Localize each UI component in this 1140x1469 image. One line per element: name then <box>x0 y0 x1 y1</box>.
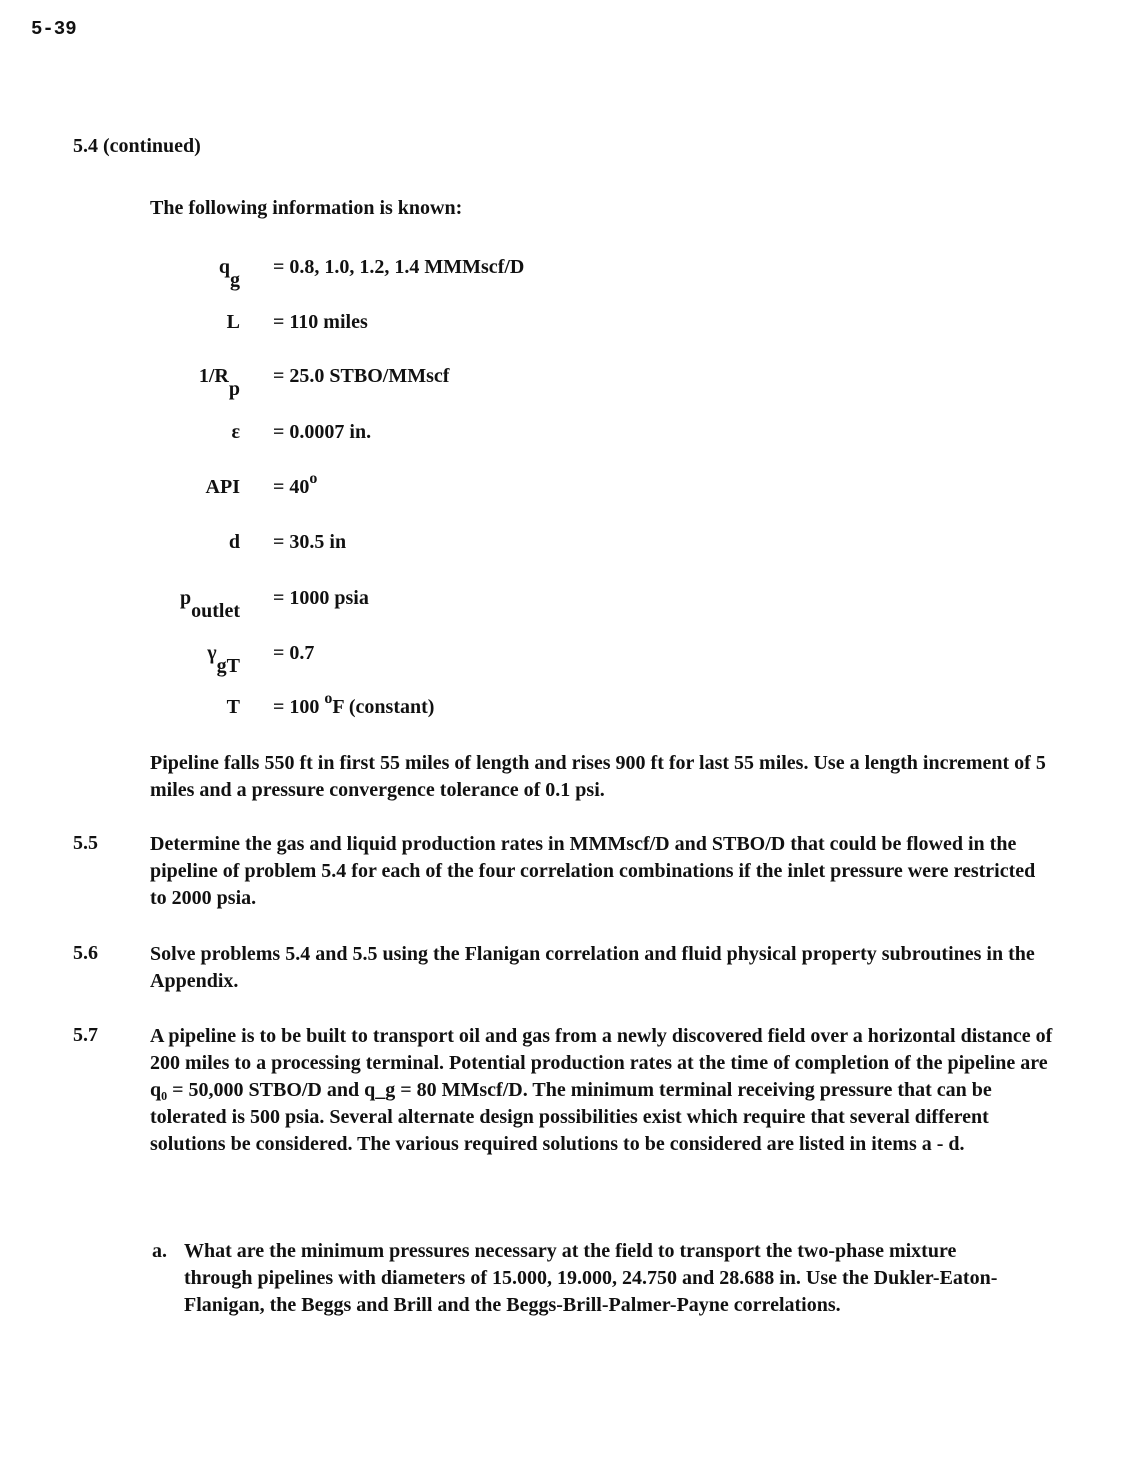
problem-text: Solve problems 5.4 and 5.5 using the Flanigan correlation and fluid physical property subroutines in the Appendix. <box>150 943 1035 992</box>
item-text: What are the minimum pressures necessary at the field to transport the two-phase mixture through pipelines with diameters of 15.000, 19.000, 24.750 and 28.688 in. Use the Dukler-Eaton-Flanigan, the Beggs and Brill and the Beggs-Brill-Palmer-Payne correlations. <box>184 1240 998 1316</box>
given-lhs: d <box>228 531 240 553</box>
given-rhs: = 0.0007 in. <box>273 421 372 443</box>
given-lhs: ε <box>231 421 240 443</box>
given-lhs: q <box>218 256 230 278</box>
given-rhs-tail: F (constant) <box>332 696 435 718</box>
given-rhs: = 30.5 in <box>273 531 347 553</box>
given-lhs: API <box>205 476 240 498</box>
section-heading: 5.4 (continued) <box>73 135 201 157</box>
given-lhs: p <box>179 587 192 609</box>
problem-number: 5.6 <box>73 942 98 964</box>
given-lhs-sub: g <box>230 269 240 291</box>
given-rhs: = 100 <box>273 696 320 718</box>
problem-text: Determine the gas and liquid production rates in MMMscf/D and STBO/D that could be flowed in the pipeline of problem 5.4 for each of the four correlation combinations if the inlet pressure were restricted to 2000 psia. <box>150 833 1036 909</box>
given-rhs: = 1000 psia <box>273 587 369 609</box>
given-rhs: = 25.0 STBO/MMscf <box>273 365 450 387</box>
given-rhs: = 110 miles <box>273 311 368 333</box>
given-lhs-sub: outlet <box>191 600 240 622</box>
given-rhs: = 40 <box>273 476 310 498</box>
page-number: 5-39 <box>31 18 77 40</box>
item-letter: a. <box>152 1240 167 1262</box>
problem-text: A pipeline is to be built to transport oil and gas from a newly discovered field over a horizontal distance of 200 miles to a processing terminal. Potential production rates at the time of completion of the pipeline are q₀ = 50,000 STBO/D and q_g = 80 MMscf/D. The minimum terminal receiving pressure that can be tolerated is 500 psia. Several alternate design possibilities exist which require that several different solutions be considered. The various required solutions to be considered are listed in items a - d. <box>150 1025 1053 1155</box>
given-lhs: L <box>226 311 240 333</box>
problem-number: 5.5 <box>73 832 98 854</box>
given-lhs-sub: p <box>228 378 240 400</box>
given-lhs: γ <box>207 642 217 664</box>
given-lhs: T <box>226 696 240 718</box>
given-lhs-sub: gT <box>216 655 240 677</box>
pipeline-note: Pipeline falls 550 ft in first 55 miles of length and rises 900 ft for last 55 miles. Use a length increment of 5 miles and a pressure convergence tolerance of 0.1 psi. <box>150 752 1046 801</box>
given-rhs-sup: o <box>309 470 318 487</box>
given-rhs: = 0.7 <box>273 642 315 664</box>
given-rhs: = 0.8, 1.0, 1.2, 1.4 MMMscf/D <box>273 256 525 278</box>
given-lhs: 1/R <box>198 365 229 387</box>
intro-text: The following information is known: <box>150 197 463 219</box>
given-rhs-sup: o <box>324 690 333 707</box>
problem-number: 5.7 <box>73 1024 98 1046</box>
